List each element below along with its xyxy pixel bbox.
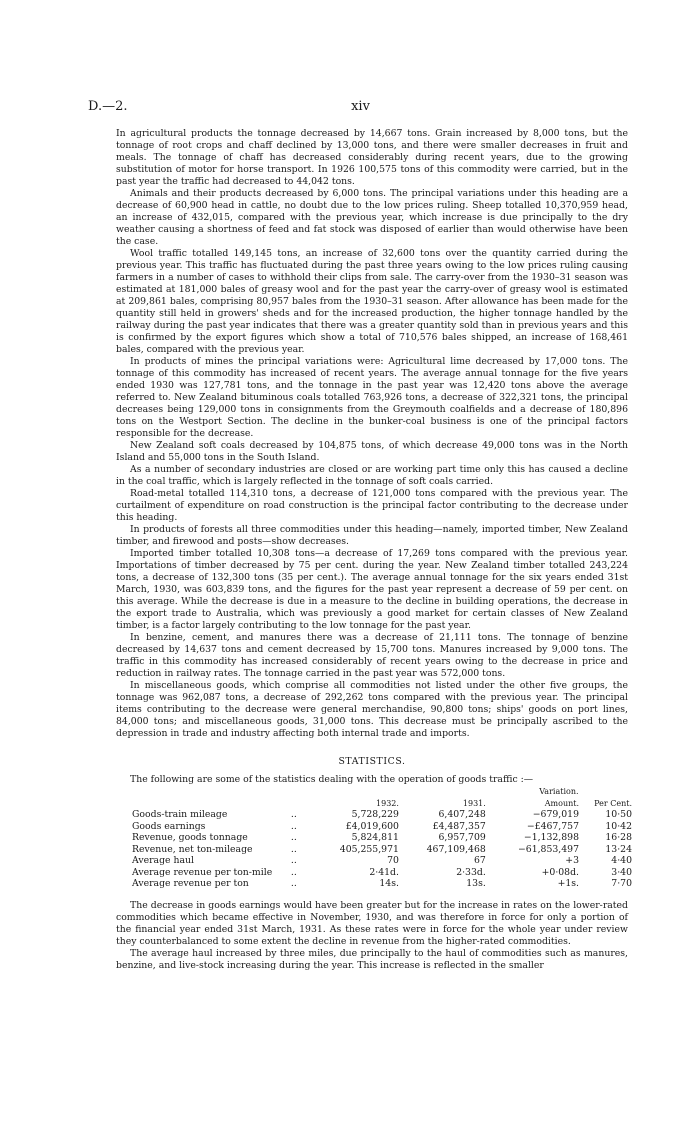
cell-1932: 5,824,811 xyxy=(351,832,399,843)
leader-dots: .. xyxy=(290,866,297,878)
cell-1932: 405,255,971 xyxy=(339,843,399,855)
paragraph-wool: Wool traffic totalled 149,145 tons, an increase of 32,600 tons over the quantity carried during the previous year. This traffic has fluctuated during the past three years owing to the low prices ruling causing farmers in a number of cases to withhold their clips from sale. The carry-over from the 1930–31 season was estimated at 181,000 bales of greasy wool and for the past year the carry-over of greasy wool is estimated at 209,861 bales, comprising 80,957 bales from the 1930–31 season. After allowance has been made for the quantity still held in growers' sheds and for the increased production, the higher tonnage handled by the railway during the past year indicates that there was a greater quantity sold than in previous years and this is confirmed by the export figures which show a total of 710,576 bales shipped, an increase of 168,461 bales, compared with the previous year. xyxy=(116,248,628,355)
cell-per-cent: 16·28 xyxy=(605,832,632,843)
leader-dots: .. xyxy=(290,809,297,820)
cell-amount: −679,019 xyxy=(532,809,580,820)
cell-1931: 467,109,468 xyxy=(426,843,486,855)
table-row xyxy=(132,878,632,890)
table-row xyxy=(132,832,632,844)
row-label: Goods earnings xyxy=(132,820,206,832)
cell-per-cent: 10·42 xyxy=(605,820,632,832)
cell-1932: £4,019,600 xyxy=(345,820,399,832)
cell-1931: £4,487,357 xyxy=(432,820,486,832)
cell-amount: −61,853,497 xyxy=(517,843,580,855)
leader-dots: .. xyxy=(290,843,297,855)
statistics-heading: STATISTICS. xyxy=(338,756,406,767)
column-header-1932: 1932. xyxy=(376,798,399,808)
statistics-intro: The following are some of the statistics dealing with the operation of goods traffic :— xyxy=(130,774,534,785)
cell-per-cent: 4·40 xyxy=(611,855,632,866)
table-row xyxy=(132,867,632,879)
column-header-amount: Amount. xyxy=(544,798,580,808)
paragraph-road-metal: Road-metal totalled 114,310 tons, a decrease of 121,000 tons compared with the previous year. The curtailment of expenditure on road construction is the principal factor contributing to the decrease under this heading. xyxy=(116,488,628,523)
row-label: Average haul xyxy=(132,855,194,866)
cell-1931: 2·33d. xyxy=(456,866,486,878)
leader-dots: .. xyxy=(290,832,297,843)
cell-amount: +3 xyxy=(565,855,580,866)
document-reference: D.—2. xyxy=(88,99,128,114)
paragraph-average-haul: The average haul increased by three miles, due principally to the haul of commodities such as manures, benzine, and live-stock increasing during the year. This increase is reflected in the smaller xyxy=(116,947,628,971)
leader-dots: .. xyxy=(290,878,297,889)
statistics-rows xyxy=(132,809,632,890)
table-row xyxy=(132,809,632,821)
leader-dots: .. xyxy=(290,855,297,866)
paragraph-secondary-industries: As a number of secondary industries are closed or are working part time only this has caused a decline in the coal traffic, which is largely reflected in the tonnage of soft coals carried. xyxy=(116,464,628,487)
row-label: Average revenue per ton-mile xyxy=(132,866,273,878)
row-label: Revenue, goods tonnage xyxy=(132,832,248,843)
paragraph-timber: Imported timber totalled 10,308 tons—a decrease of 17,269 tons compared with the previous year. Importations of timber decreased by 75 per cent. during the year. New Zealand timber totalled 243,224 tons, a decrease of 132,300 tons (35 per cent.). The average annual tonnage for the six years ended 31st March, 1930, was 603,839 tons, and the figures for the past year represent a decrease of 59 per cent. on this average. While the decrease is due in a measure to the decline in building operations, the decrease in the export trade to Australia, which was previously a good market for certain classes of New Zealand timber, is a factor largely contributing to the low tonnage for the past year. xyxy=(116,548,628,631)
row-label: Goods-train mileage xyxy=(132,809,228,820)
cell-amount: −1,132,898 xyxy=(523,832,580,843)
paragraph-agricultural-products: In agricultural products the tonnage decreased by 14,667 tons. Grain increased by 8,000 tons, but the tonnage of root crops and chaff declined by 13,000 tons, and there were smaller decreases in fruit and meals. The tonnage of chaff has decreased considerably during recent years, due to the growing substitution of motor for horse transport. In 1926 100,575 tons of this commodity were carried, but in the past year the traffic had decreased to 44,042 tons. xyxy=(116,128,628,187)
paragraph-mines: In products of mines the principal variations were: Agricultural lime decreased by 17,000 tons. The tonnage of this commodity has increased of recent years. The average annual tonnage for the five years ended 1930 was 127,781 tons, and the tonnage in the past year was 12,420 tons above the average referred to. New Zealand bituminous coals totalled 763,926 tons, a decrease of 322,321 tons, the principal decreases being 129,000 tons in consignments from the Greymouth coalfields and a decrease of 180,896 tons on the Westport Section. The decline in the bunker-coal business is one of the principal factors responsible for the decrease. xyxy=(116,356,628,439)
cell-1932: 70 xyxy=(387,855,399,866)
paragraph-goods-earnings: The decrease in goods earnings would have been greater but for the increase in rates on the lower-rated commodities which became effective in November, 1930, and was therefore in force for only a portion of the financial year ended 31st March, 1931. As these rates were in force for the whole year under review they counterbalanced to some extent the decline in revenue from the higher-rated commodities. xyxy=(116,899,628,947)
cell-per-cent: 3·40 xyxy=(611,866,632,878)
table-row xyxy=(132,821,632,833)
table-column-header-row xyxy=(132,798,632,810)
table-row xyxy=(132,844,632,856)
paragraph-soft-coals: New Zealand soft coals decreased by 104,875 tons, of which decrease 49,000 tons was in the North Island and 55,000 tons in the South Island. xyxy=(116,440,628,463)
statistics-table xyxy=(132,786,632,890)
cell-amount: −£467,757 xyxy=(526,820,580,832)
column-header-1931: 1931. xyxy=(462,798,486,808)
cell-amount: +0·08d. xyxy=(541,866,580,878)
paragraph-benzine-cement-manures: In benzine, cement, and manures there was a decrease of 21,111 tons. The tonnage of benzine decreased by 14,637 tons and cement decreased by 15,700 tons. Manures increased by 9,000 tons. The traffic in this commodity has increased considerably of recent years owing to the decrease in price and reduction in railway rates. The tonnage carried in the past year was 572,000 tons. xyxy=(116,632,628,679)
paragraph-miscellaneous: In miscellaneous goods, which comprise all commodities not listed under the other five groups, the tonnage was 962,087 tons, a decrease of 292,262 tons compared with the previous year. The principal items contributing to the decrease were general merchandise, 90,800 tons; ships' goods on port lines, 84,000 tons; and miscellaneous goods, 31,000 tons. This decrease must be principally ascribed to the depression in trade and industry affecting both internal trade and imports. xyxy=(116,680,628,739)
cell-1931: 6,957,709 xyxy=(438,832,486,843)
cell-1932: 2·41d. xyxy=(369,866,399,878)
page-header xyxy=(88,99,633,115)
cell-1932: 5,728,229 xyxy=(351,809,399,820)
cell-per-cent: 10·50 xyxy=(605,809,632,820)
table-variation-header-row xyxy=(132,786,632,798)
cell-per-cent: 13·24 xyxy=(605,843,632,855)
row-label: Average revenue per ton xyxy=(132,878,249,889)
variation-heading: Variation. xyxy=(539,787,579,796)
cell-amount: +1s. xyxy=(557,878,580,889)
paragraph-animals: Animals and their products decreased by 6,000 tons. The principal variations under this heading are a decrease of 60,900 head in cattle, no doubt due to the low prices ruling. Sheep totalled 10,370,959 head, an increase of 432,015, compared with the previous year, which increase is due principally to the dry weather causing a shortness of feed and fat stock was disposed of earlier than would otherwise have been the case. xyxy=(116,188,628,247)
cell-per-cent: 7·70 xyxy=(611,878,632,889)
cell-1931: 13s. xyxy=(466,878,486,889)
leader-dots: .. xyxy=(290,820,297,832)
paragraph-forests: In products of forests all three commodities under this heading—namely, imported timber, New Zealand timber, and firewood and posts—show decreases. xyxy=(116,524,628,547)
body-text xyxy=(116,128,632,972)
cell-1931: 6,407,248 xyxy=(438,809,486,820)
row-label: Revenue, net ton-mileage xyxy=(132,843,253,855)
table-row xyxy=(132,855,632,867)
cell-1931: 67 xyxy=(473,855,486,866)
cell-1932: 14s. xyxy=(379,878,399,889)
column-header-per-cent: Per Cent. xyxy=(594,798,632,808)
page-number: xiv xyxy=(351,99,370,114)
